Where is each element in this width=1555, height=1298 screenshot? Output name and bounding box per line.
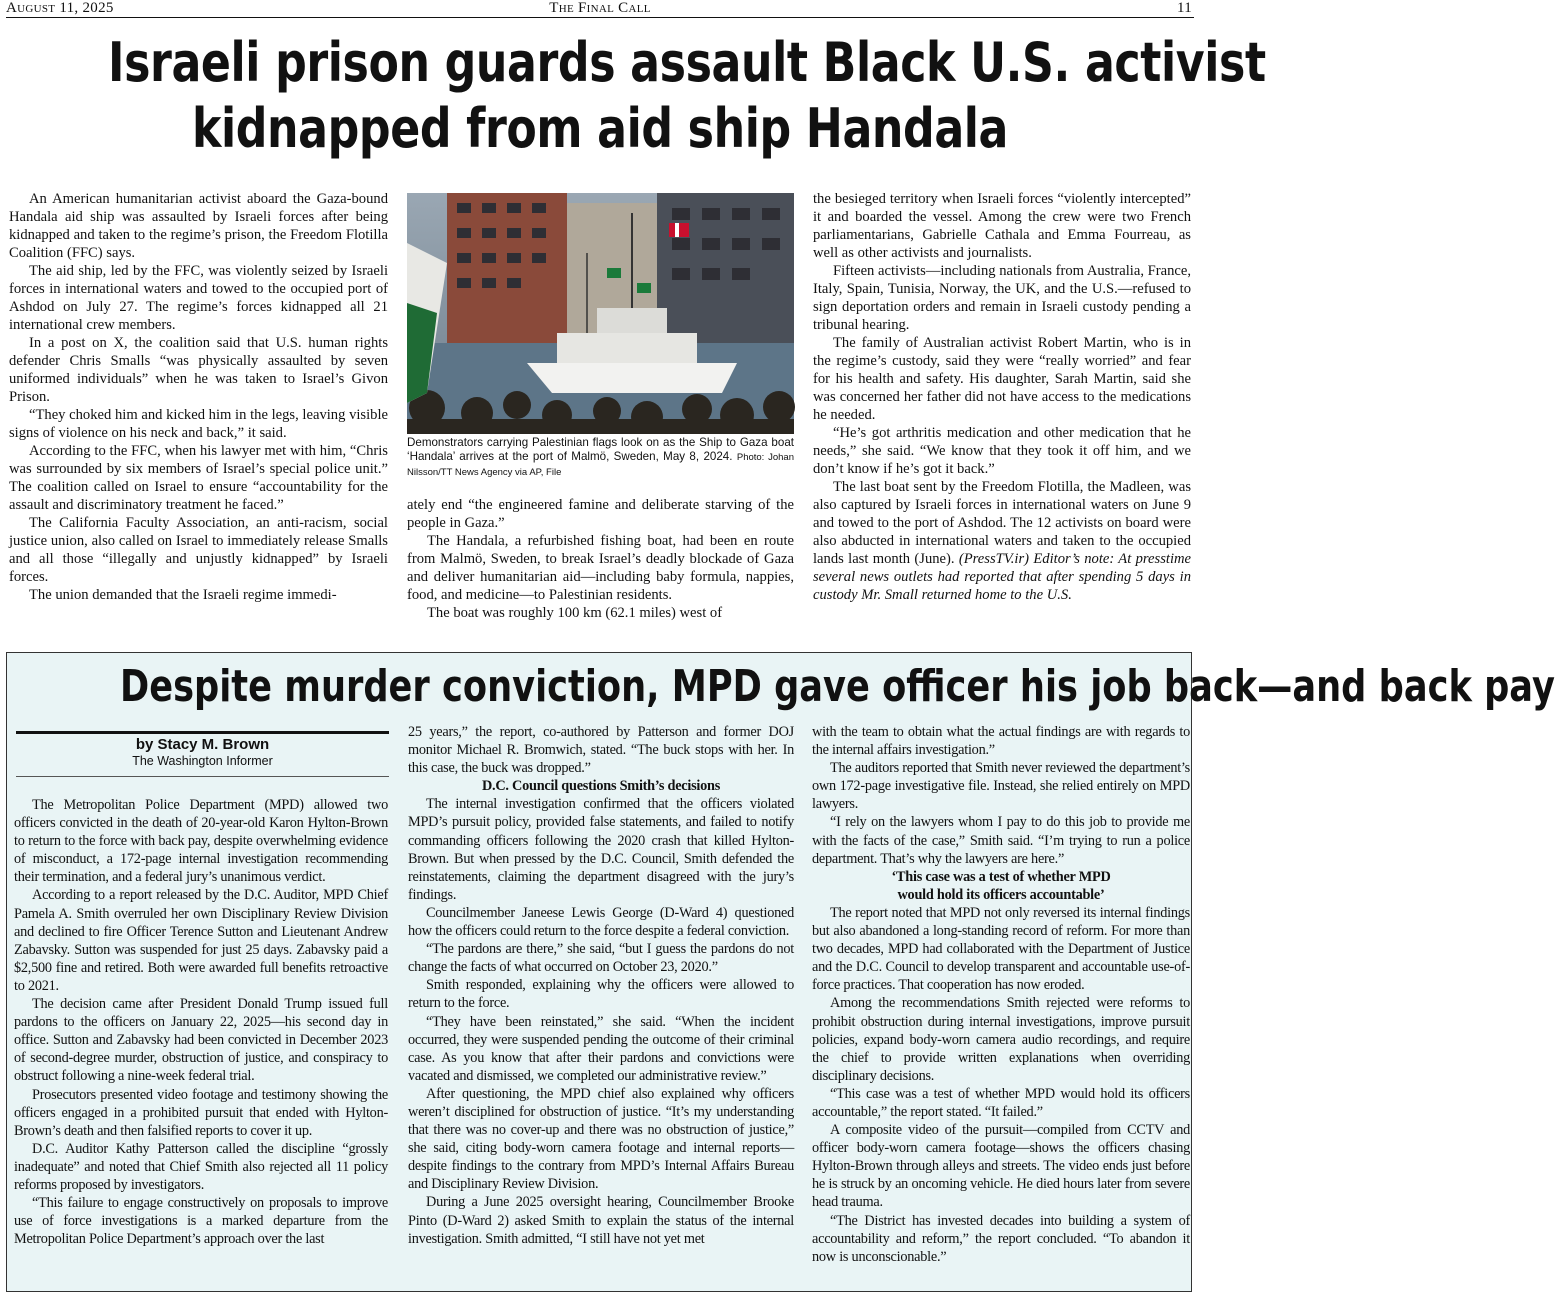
paragraph: “He’s got arthritis medication and other medication that he needs,” she said. “We know that they took it off him, and we don’t know if he’s got it back.” <box>813 425 1191 477</box>
source-credit: (PressTV.ir) <box>958 551 1030 567</box>
subhead: D.C. Council questions Smith’s decisions <box>481 778 721 795</box>
paper-name: The Final Call <box>549 0 651 16</box>
story1-column-3 <box>813 190 1191 642</box>
paragraph: Councilmember Janeese Lewis George (D-Ward 4) questioned how the officers could return to the force despite a federal conviction. <box>408 904 794 940</box>
paragraph: the besieged territory when Israeli forces “violently intercepted” it and boarded the vessel. Among the crew were two French parliamentarians, Gabrielle Cathala and Emma Fourreau, as well as other activists and journalists. <box>813 191 1191 261</box>
masthead <box>6 0 1194 18</box>
paragraph: The report noted that MPD not only reversed its internal findings but also abandoned a long-standing record of reform. For more than two decades, MPD had collaborated with the Department of Justice and the D.C. Council to develop transparent and accountable use-of-force practices. That cooperation has now eroded. <box>812 904 1190 994</box>
paragraph: “This case was a test of whether MPD would hold its officers accountable,” the report stated. “It failed.” <box>812 1085 1190 1120</box>
photo-caption-text: Demonstrators carrying Palestinian flags look on as the Ship to Gaza boat ‘Handala’ arrives at the port of Malmö, Sweden, May 8, 2024. <box>407 436 794 463</box>
paragraph: The family of Australian activist Robert Martin, who is in the regime’s custody, said they were “really worried” and fear for his health and safety. His daughter, Sarah Martin, said she was concerned her father did not have access to the medications he needed. <box>813 335 1191 423</box>
photo-caption <box>407 436 794 480</box>
paragraph: “They have been reinstated,” she said. “When the incident occurred, they were suspended pending the outcome of their criminal case. As you know that after their pardons and convictions were vacated and dismissed, we completed our administrative review.” <box>408 1013 794 1084</box>
story2-column-2 <box>408 723 794 1286</box>
paragraph: Prosecutors presented video footage and testimony showing the officers engaged in a prohibited pursuit that ended with Hylton-Brown’s death and then falsified reports to cover it up. <box>14 1086 388 1139</box>
story2-column-3 <box>812 723 1190 1286</box>
paragraph: “I rely on the lawyers whom I pay to do this job to provide me with the facts of the case,” Smith said. “I’m trying to run a police department. That’s why the lawyers are here.” <box>812 814 1190 867</box>
byline-rule-bottom <box>16 776 389 777</box>
paragraph: After questioning, the MPD chief also explained why officers weren’t disciplined for obstruction of justice. “It’s my understanding that there was no cover-up and there was no obstruction of justice,” she said, citing body-worn camera footage and internal reports—despite findings to the contrary from MPD’s Internal Affairs Bureau and Disciplinary Review Division. <box>408 1085 794 1193</box>
handala-ship-photo <box>407 193 794 434</box>
subhead-line2: would hold its officers accountable’ <box>897 886 1105 903</box>
paragraph: “This failure to engage constructively on proposals to improve use of force investigations is a marked departure from the Metropolitan Police Department’s approach over the last <box>14 1195 388 1248</box>
byline <box>16 736 389 769</box>
story1-headline-line1: Israeli prison guards assault Black U.S. activist <box>108 31 1266 94</box>
paragraph: The auditors reported that Smith never reviewed the department’s own 172-page investigative file. Instead, she relied entirely on MPD lawyers. <box>812 760 1190 813</box>
paragraph: The aid ship, led by the FFC, was violently seized by Israeli forces in international waters and towed to the occupied port of Ashdod on July 27. The regime’s forces kidnapped all 21 international crew members. <box>9 263 388 333</box>
story2-headline: Despite murder conviction, MPD gave officer his job back—and back pay <box>120 661 1555 712</box>
story1-headline <box>108 30 1266 162</box>
paragraph: Fifteen activists—including nationals from Australia, France, Italy, Spain, Tunisia, Norway, the UK, and the U.S.—refused to sign deportation orders and remain in Israeli custody pending a tribunal hearing. <box>813 263 1191 333</box>
paragraph: An American humanitarian activist aboard the Gaza-bound Handala aid ship was assaulted by Israeli forces after being kidnapped and taken to the regime’s prison, the Freedom Flotilla Coalition (FFC) says. <box>9 191 388 261</box>
paragraph: “They choked him and kicked him in the legs, leaving visible signs of violence on his neck and back,” it said. <box>9 407 388 441</box>
story1-last-paragraph: The last boat sent by the Freedom Flotilla, the Madleen, was also captured by Israeli forces in international waters on June 9 and towed to the port of Ashdod. The 12 activists on board were also abducted in international waters and taken to the occupied lands last month (June). <box>813 479 1191 567</box>
photo-credit: Photo: Johan Nilsson/TT News Agency via AP, File <box>407 452 794 478</box>
story1-headline-line2: kidnapped from aid ship Handala <box>191 97 1009 160</box>
paragraph: Among the recommendations Smith rejected were reforms to prohibit obstruction during internal investigations, improve pursuit policies, expand body-worn camera audio recordings, and require the chief to provide written explanations when overriding disciplinary decisions. <box>812 995 1190 1084</box>
paragraph: The California Faculty Association, an anti-racism, social justice union, also called on Israel to immediately release Smalls and all those “illegally and unjustly kidnapped” by Israeli forces. <box>9 515 388 585</box>
paragraph: The Metropolitan Police Department (MPD) allowed two officers convicted in the death of 20-year-old Karon Hylton-Brown to return to the force with back pay, despite overwhelming evidence of misconduct, a 172-page internal investigation recommending their termination, and a federal jury’s unanimous verdict. <box>14 797 388 886</box>
paragraph: In a post on X, the coalition said that U.S. human rights defender Chris Smalls “was physically assaulted by seven uniformed individuals” when he was taken to Israel’s Givon Prison. <box>9 335 388 405</box>
story2-column-1 <box>14 796 388 1286</box>
byline-organization: The Washington Informer <box>132 754 273 768</box>
paragraph: 25 years,” the report, co-authored by Patterson and former DOJ monitor Michael R. Bromwich, stated. “The buck stops with her. In this case, the buck was dropped.” <box>408 724 794 777</box>
paragraph: The decision came after President Donald Trump issued full pardons to the officers on January 22, 2025—his second day in office. Sutton and Zabavsky had been convicted in December 2023 of second-degree murder, obstruction of justice, and conspiracy to obstruct following a nine-week federal trial. <box>14 996 388 1085</box>
byline-author: by Stacy M. Brown <box>135 736 270 753</box>
paragraph: D.C. Auditor Kathy Patterson called the discipline “grossly inadequate” and noted that Chief Smith also rejected all 11 policy reforms proposed by investigators. <box>14 1140 388 1193</box>
paragraph: A composite video of the pursuit—compiled from CCTV and officer body-worn camera footage—shows the officers chasing Hylton-Brown through alleys and streets. The video ends just before he is struck by an oncoming vehicle. He died hours later from severe head trauma. <box>812 1122 1190 1211</box>
page-number: 11 <box>1176 0 1192 16</box>
subhead-line1: ‘This case was a test of whether MPD <box>891 868 1111 885</box>
paragraph <box>813 478 1191 604</box>
paragraph: The union demanded that the Israeli regime immedi- <box>29 587 337 603</box>
issue-date: August 11, 2025 <box>6 0 114 16</box>
paragraph: The internal investigation confirmed that the officers violated MPD’s pursuit policy, provided false statements, and failed to notify commanding officers following the 2020 crash that killed Hylton-Brown. But when pressed by the D.C. Council, Smith defended the reinstatements, claiming the department disagreed with the jury’s findings. <box>408 796 794 903</box>
paragraph: During a June 2025 oversight hearing, Councilmember Brooke Pinto (D-Ward 2) asked Smith to explain the status of the internal investigation. Smith admitted, “I still have not yet met <box>408 1194 794 1247</box>
byline-rule <box>16 731 389 734</box>
story1-column-1 <box>9 190 388 642</box>
paragraph: “The pardons are there,” she said, “but I guess the pardons do not change the facts of what occurred on October 23, 2020.” <box>408 941 794 976</box>
paragraph: “The District has invested decades into building a system of accountability and reform,” the report concluded. “To abandon it now is unconscionable.” <box>812 1212 1190 1265</box>
editor-note: Editor’s note: At presstime several news outlets had reported that after spending 5 days in custody Mr. Small returned home to the U.S. <box>813 551 1192 603</box>
story1-column-2 <box>407 496 794 642</box>
paragraph: ately end “the engineered famine and deliberate starving of the people in Gaza.” <box>407 497 794 531</box>
paragraph: According to the FFC, when his lawyer met with him, “Chris was surrounded by six members of Israel’s special police unit.” The coalition called on Israel to ensure “accountability for the assault and discriminatory treatment he faced.” <box>9 443 388 513</box>
paragraph: with the team to obtain what the actual findings are with regards to the internal affairs investigation.” <box>812 724 1190 759</box>
paragraph: According to a report released by the D.C. Auditor, MPD Chief Pamela A. Smith overruled her own Disciplinary Review Division and declined to fire Officer Terence Sutton and Lieutenant Andrew Zabavsky. Sutton was suspended for just 25 days. Zabavsky paid a $2,500 fine and retired. Both were awarded full benefits retroactive to 2021. <box>14 887 388 994</box>
ship-photo-illustration <box>407 193 794 434</box>
paragraph: Smith responded, explaining why the officers were allowed to return to the force. <box>408 977 794 1012</box>
paragraph: The Handala, a refurbished fishing boat, had been en route from Malmö, Sweden, to break Israel’s deadly blockade of Gaza and deliver humanitarian aid—including baby formula, nappies, food, and medicine—to Palestinian residents. <box>407 533 794 603</box>
paragraph: The boat was roughly 100 km (62.1 miles) west of <box>427 605 723 621</box>
